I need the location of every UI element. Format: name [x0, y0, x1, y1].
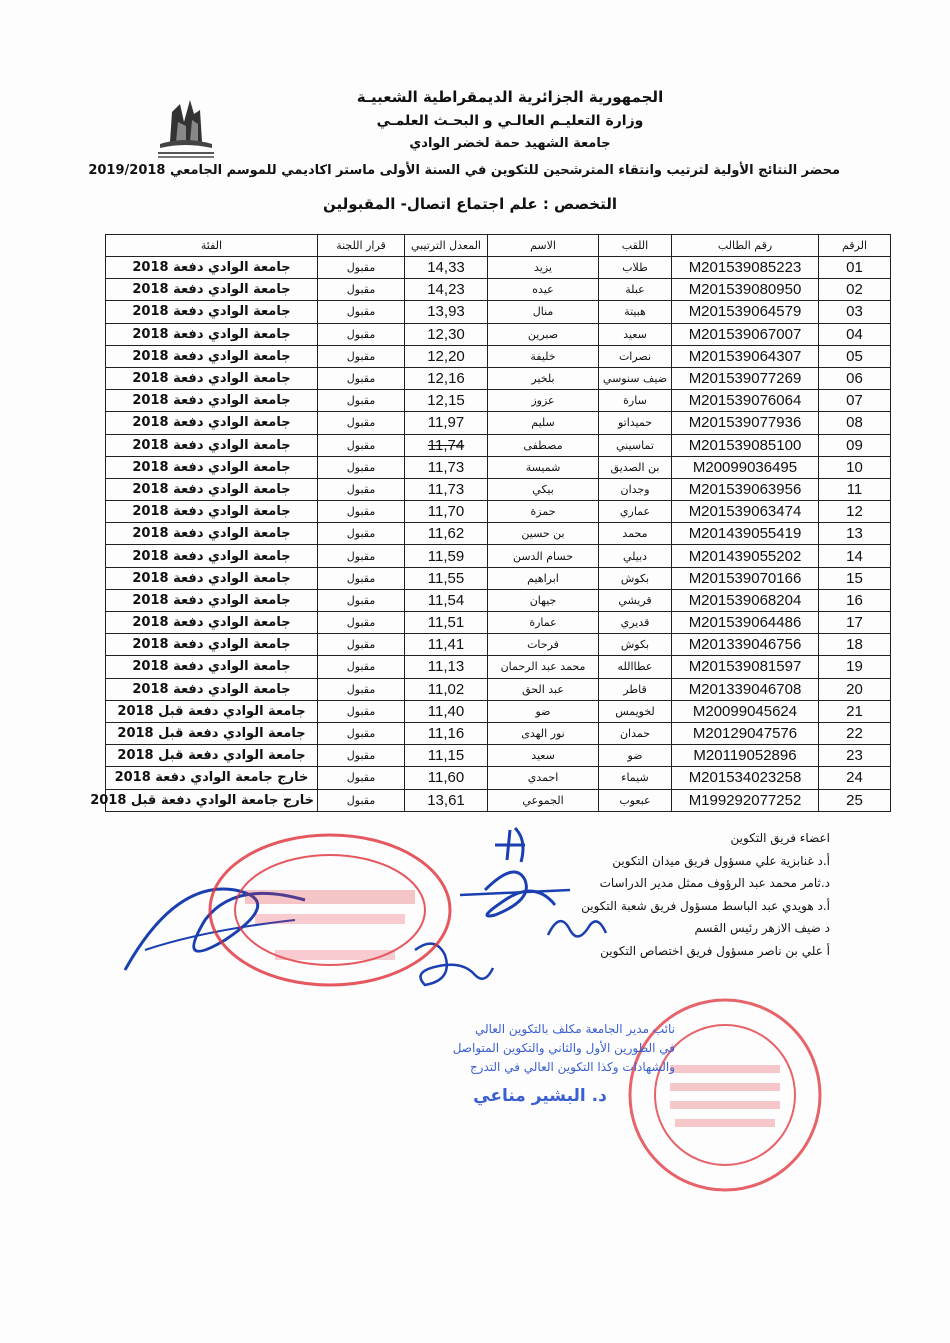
- student-id-cell: M201539064486: [672, 612, 819, 634]
- category-cell: جامعة الوادي دفعة 2018: [106, 367, 318, 389]
- committee-decision-cell: مقبول: [318, 656, 405, 678]
- university-heading: جامعة الشهيد حمة لخضر الوادي: [409, 136, 611, 151]
- average-cell: 11,02: [405, 678, 488, 700]
- student-id-cell: M199292077252: [672, 789, 819, 811]
- student-id-cell: M201439055202: [672, 545, 819, 567]
- category-cell: جامعة الوادي دفعة 2018: [106, 301, 318, 323]
- surname-cell: بن الصديق: [599, 456, 672, 478]
- committee-decision-cell: مقبول: [318, 301, 405, 323]
- row-number-cell: 06: [819, 367, 891, 389]
- surname-cell: قريشي: [599, 589, 672, 611]
- table-row: [106, 301, 891, 323]
- surname-cell: سعيد: [599, 323, 672, 345]
- row-number-cell: 09: [819, 434, 891, 456]
- table-row: [106, 412, 891, 434]
- student-id-cell: M201539077936: [672, 412, 819, 434]
- document-title: محضر النتائج الأولية لترتيب وانتقاء المترشحين للتكوين في السنة الأولى ماستر اكاديمي للموسم الجامعي 2019/2018: [88, 163, 840, 178]
- row-number-cell: 11: [819, 478, 891, 500]
- committee-decision-cell: مقبول: [318, 700, 405, 722]
- member-line: أ.د غنابزية علي مسؤول فريق ميدان التكوين: [612, 853, 830, 868]
- committee-decision-cell: مقبول: [318, 545, 405, 567]
- committee-decision-cell: مقبول: [318, 523, 405, 545]
- table-row: [106, 700, 891, 722]
- row-number-cell: 18: [819, 634, 891, 656]
- row-number-cell: 21: [819, 700, 891, 722]
- committee-decision-cell: مقبول: [318, 478, 405, 500]
- member-line: أ علي بن ناصر مسؤول فريق اختصاص التكوين: [600, 943, 830, 958]
- average-cell: 11,51: [405, 612, 488, 634]
- col-header-number: الرقم: [819, 235, 891, 257]
- average-cell: 11,16: [405, 722, 488, 744]
- average-cell: 12,20: [405, 345, 488, 367]
- surname-cell: حمدان: [599, 722, 672, 744]
- average-cell: 12,30: [405, 323, 488, 345]
- student-id-cell: M201539064307: [672, 345, 819, 367]
- table-header-row: [106, 235, 891, 257]
- committee-decision-cell: مقبول: [318, 722, 405, 744]
- surname-cell: طلاب: [599, 257, 672, 279]
- average-cell: 11,97: [405, 412, 488, 434]
- row-number-cell: 05: [819, 345, 891, 367]
- average-cell: 11,13: [405, 656, 488, 678]
- surname-cell: هبيتة: [599, 301, 672, 323]
- surname-cell: بكوش: [599, 634, 672, 656]
- table-row: [106, 745, 891, 767]
- surname-cell: ضو: [599, 745, 672, 767]
- table-row: [106, 789, 891, 811]
- committee-decision-cell: مقبول: [318, 567, 405, 589]
- first-name-cell: ضو: [488, 700, 599, 722]
- table-row: [106, 501, 891, 523]
- student-id-cell: M201439055419: [672, 523, 819, 545]
- average-cell: 11,74: [405, 434, 488, 456]
- first-name-cell: محمد عبد الرحمان: [488, 656, 599, 678]
- category-cell: جامعة الوادي دفعة قبل 2018: [106, 700, 318, 722]
- average-cell: 11,55: [405, 567, 488, 589]
- category-cell: جامعة الوادي دفعة 2018: [106, 523, 318, 545]
- col-header-category: الفئة: [106, 235, 318, 257]
- row-number-cell: 03: [819, 301, 891, 323]
- category-cell: جامعة الوادي دفعة 2018: [106, 412, 318, 434]
- category-cell: جامعة الوادي دفعة 2018: [106, 323, 318, 345]
- committee-decision-cell: مقبول: [318, 767, 405, 789]
- row-number-cell: 02: [819, 279, 891, 301]
- student-id-cell: M201339046756: [672, 634, 819, 656]
- deputy-line: في الطورين الأول والثاني والتكوين المتواصل: [452, 1041, 675, 1055]
- surname-cell: قاطر: [599, 678, 672, 700]
- table-row: [106, 545, 891, 567]
- average-cell: 11,59: [405, 545, 488, 567]
- republic-heading: الجمهورية الجزائرية الديمقراطية الشعبيـة: [356, 88, 664, 106]
- col-header-surname: اللقب: [599, 235, 672, 257]
- table-row: [106, 367, 891, 389]
- first-name-cell: مصطفى: [488, 434, 599, 456]
- average-cell: 11,73: [405, 478, 488, 500]
- table-row: [106, 434, 891, 456]
- first-name-cell: بن حسين: [488, 523, 599, 545]
- first-name-cell: سليم: [488, 412, 599, 434]
- surname-cell: شيماء: [599, 767, 672, 789]
- row-number-cell: 01: [819, 257, 891, 279]
- surname-cell: عبعوب: [599, 789, 672, 811]
- category-cell: جامعة الوادي دفعة 2018: [106, 567, 318, 589]
- student-id-cell: M201539076064: [672, 390, 819, 412]
- member-line: د.ثامر محمد عبد الرؤوف ممثل مدير الدراسات: [599, 876, 830, 890]
- row-number-cell: 07: [819, 390, 891, 412]
- first-name-cell: احمدي: [488, 767, 599, 789]
- committee-decision-cell: مقبول: [318, 323, 405, 345]
- col-header-student-id: رقم الطالب: [672, 235, 819, 257]
- category-cell: جامعة الوادي دفعة قبل 2018: [106, 745, 318, 767]
- student-id-cell: M201539067007: [672, 323, 819, 345]
- first-name-cell: حمزة: [488, 501, 599, 523]
- average-cell: 11,41: [405, 634, 488, 656]
- student-id-cell: M201339046708: [672, 678, 819, 700]
- student-id-cell: M201539080950: [672, 279, 819, 301]
- surname-cell: ضيف سنوسي: [599, 367, 672, 389]
- row-number-cell: 15: [819, 567, 891, 589]
- row-number-cell: 22: [819, 722, 891, 744]
- surname-cell: حميداتو: [599, 412, 672, 434]
- student-id-cell: M20099045624: [672, 700, 819, 722]
- category-cell: جامعة الوادي دفعة 2018: [106, 545, 318, 567]
- surname-cell: قديري: [599, 612, 672, 634]
- surname-cell: عماري: [599, 501, 672, 523]
- category-cell: جامعة الوادي دفعة 2018: [106, 257, 318, 279]
- committee-decision-cell: مقبول: [318, 456, 405, 478]
- first-name-cell: ابراهيم: [488, 567, 599, 589]
- first-name-cell: عزوز: [488, 390, 599, 412]
- average-cell: 13,93: [405, 301, 488, 323]
- student-id-cell: M20129047576: [672, 722, 819, 744]
- committee-decision-cell: مقبول: [318, 745, 405, 767]
- row-number-cell: 25: [819, 789, 891, 811]
- first-name-cell: الجموعي: [488, 789, 599, 811]
- average-cell: 11,15: [405, 745, 488, 767]
- surname-cell: محمد: [599, 523, 672, 545]
- category-cell: جامعة الوادي دفعة 2018: [106, 390, 318, 412]
- student-id-cell: M201539085100: [672, 434, 819, 456]
- category-cell: جامعة الوادي دفعة 2018: [106, 345, 318, 367]
- committee-decision-cell: مقبول: [318, 789, 405, 811]
- category-cell: خارج جامعة الوادي دفعة قبل 2018: [106, 789, 318, 811]
- table-row: [106, 722, 891, 744]
- student-id-cell: M201539085223: [672, 257, 819, 279]
- table-row: [106, 323, 891, 345]
- row-number-cell: 10: [819, 456, 891, 478]
- committee-decision-cell: مقبول: [318, 345, 405, 367]
- student-id-cell: M20099036495: [672, 456, 819, 478]
- training-team-title: اعضاء فريق التكوين: [730, 831, 830, 845]
- row-number-cell: 24: [819, 767, 891, 789]
- category-cell: جامعة الوادي دفعة 2018: [106, 279, 318, 301]
- average-cell: 13,61: [405, 789, 488, 811]
- average-cell: 11,73: [405, 456, 488, 478]
- row-number-cell: 13: [819, 523, 891, 545]
- first-name-cell: شميسة: [488, 456, 599, 478]
- category-cell: جامعة الوادي دفعة 2018: [106, 434, 318, 456]
- table-row: [106, 656, 891, 678]
- first-name-cell: فرحات: [488, 634, 599, 656]
- committee-decision-cell: مقبول: [318, 367, 405, 389]
- first-name-cell: منال: [488, 301, 599, 323]
- average-cell: 14,33: [405, 257, 488, 279]
- row-number-cell: 04: [819, 323, 891, 345]
- deputy-name: د. البشير مناعي: [473, 1086, 607, 1106]
- category-cell: جامعة الوادي دفعة 2018: [106, 678, 318, 700]
- committee-decision-cell: مقبول: [318, 434, 405, 456]
- surname-cell: لخويمس: [599, 700, 672, 722]
- average-cell: 14,23: [405, 279, 488, 301]
- table-row: [106, 634, 891, 656]
- red-stamp-left: [205, 830, 455, 990]
- first-name-cell: عبد الحق: [488, 678, 599, 700]
- committee-decision-cell: مقبول: [318, 412, 405, 434]
- first-name-cell: عيده: [488, 279, 599, 301]
- committee-decision-cell: مقبول: [318, 501, 405, 523]
- committee-decision-cell: مقبول: [318, 612, 405, 634]
- row-number-cell: 08: [819, 412, 891, 434]
- committee-decision-cell: مقبول: [318, 390, 405, 412]
- student-id-cell: M20119052896: [672, 745, 819, 767]
- committee-decision-cell: مقبول: [318, 634, 405, 656]
- row-number-cell: 14: [819, 545, 891, 567]
- row-number-cell: 12: [819, 501, 891, 523]
- average-cell: 11,40: [405, 700, 488, 722]
- surname-cell: تماسيني: [599, 434, 672, 456]
- table-row: [106, 767, 891, 789]
- table-row: [106, 523, 891, 545]
- committee-decision-cell: مقبول: [318, 257, 405, 279]
- ministry-heading: وزارة التعليـم العالـي و البحـث العلمـي: [376, 113, 644, 129]
- first-name-cell: جيهان: [488, 589, 599, 611]
- committee-decision-cell: مقبول: [318, 678, 405, 700]
- category-cell: جامعة الوادي دفعة 2018: [106, 456, 318, 478]
- category-cell: خارج جامعة الوادي دفعة 2018: [106, 767, 318, 789]
- first-name-cell: بلخير: [488, 367, 599, 389]
- committee-decision-cell: مقبول: [318, 279, 405, 301]
- first-name-cell: نور الهدى: [488, 722, 599, 744]
- col-header-average: المعدل الترتيبي: [405, 235, 488, 257]
- student-id-cell: M201539064579: [672, 301, 819, 323]
- average-cell: 11,60: [405, 767, 488, 789]
- surname-cell: نصرات: [599, 345, 672, 367]
- table-row: [106, 567, 891, 589]
- row-number-cell: 16: [819, 589, 891, 611]
- row-number-cell: 20: [819, 678, 891, 700]
- row-number-cell: 23: [819, 745, 891, 767]
- row-number-cell: 19: [819, 656, 891, 678]
- student-id-cell: M201534023258: [672, 767, 819, 789]
- deputy-line: نائب مدير الجامعة مكلف بالتكوين العالي: [474, 1022, 675, 1036]
- first-name-cell: حسام الدسن: [488, 545, 599, 567]
- first-name-cell: سعيد: [488, 745, 599, 767]
- table-row: [106, 612, 891, 634]
- average-cell: 11,70: [405, 501, 488, 523]
- first-name-cell: خليفة: [488, 345, 599, 367]
- category-cell: جامعة الوادي دفعة 2018: [106, 634, 318, 656]
- deputy-line: والشهادات وكذا التكوين العالي في التدرج: [469, 1060, 675, 1074]
- deputy-director-stamp: [405, 1020, 675, 1106]
- specialty-heading: التخصص : علم اجتماع اتصال- المقبولين: [322, 195, 618, 213]
- committee-decision-cell: مقبول: [318, 589, 405, 611]
- average-cell: 11,62: [405, 523, 488, 545]
- member-line: أ.د هويدي عبد الباسط مسؤول فريق شعبة التكوين: [581, 898, 830, 913]
- col-header-decision: قرار اللجنة: [318, 235, 405, 257]
- average-cell: 11,54: [405, 589, 488, 611]
- category-cell: جامعة الوادي دفعة قبل 2018: [106, 722, 318, 744]
- first-name-cell: بيكي: [488, 478, 599, 500]
- row-number-cell: 17: [819, 612, 891, 634]
- category-cell: جامعة الوادي دفعة 2018: [106, 656, 318, 678]
- student-id-cell: M201539070166: [672, 567, 819, 589]
- table-row: [106, 279, 891, 301]
- first-name-cell: عمارة: [488, 612, 599, 634]
- category-cell: جامعة الوادي دفعة 2018: [106, 589, 318, 611]
- table-row: [106, 456, 891, 478]
- student-id-cell: M201539063956: [672, 478, 819, 500]
- category-cell: جامعة الوادي دفعة 2018: [106, 478, 318, 500]
- student-id-cell: M201539081597: [672, 656, 819, 678]
- results-table: [90, 234, 891, 812]
- table-row: [106, 478, 891, 500]
- table-row: [106, 257, 891, 279]
- surname-cell: دبيلي: [599, 545, 672, 567]
- average-cell: 12,16: [405, 367, 488, 389]
- surname-cell: بكوش: [599, 567, 672, 589]
- student-id-cell: M201539077269: [672, 367, 819, 389]
- surname-cell: وجدان: [599, 478, 672, 500]
- student-id-cell: M201539068204: [672, 589, 819, 611]
- student-id-cell: M201539063474: [672, 501, 819, 523]
- surname-cell: سارة: [599, 390, 672, 412]
- average-cell: 12,15: [405, 390, 488, 412]
- table-row: [106, 589, 891, 611]
- table-row: [106, 678, 891, 700]
- col-header-name: الاسم: [488, 235, 599, 257]
- member-line: د ضيف الازهر رئيس القسم: [694, 921, 830, 935]
- first-name-cell: صبرين: [488, 323, 599, 345]
- table-row: [106, 390, 891, 412]
- category-cell: جامعة الوادي دفعة 2018: [106, 501, 318, 523]
- training-team-list: [470, 827, 830, 962]
- university-logo: [150, 92, 220, 164]
- category-cell: جامعة الوادي دفعة 2018: [106, 612, 318, 634]
- surname-cell: عطاالله: [599, 656, 672, 678]
- first-name-cell: يزيد: [488, 257, 599, 279]
- table-row: [106, 345, 891, 367]
- surname-cell: عبلة: [599, 279, 672, 301]
